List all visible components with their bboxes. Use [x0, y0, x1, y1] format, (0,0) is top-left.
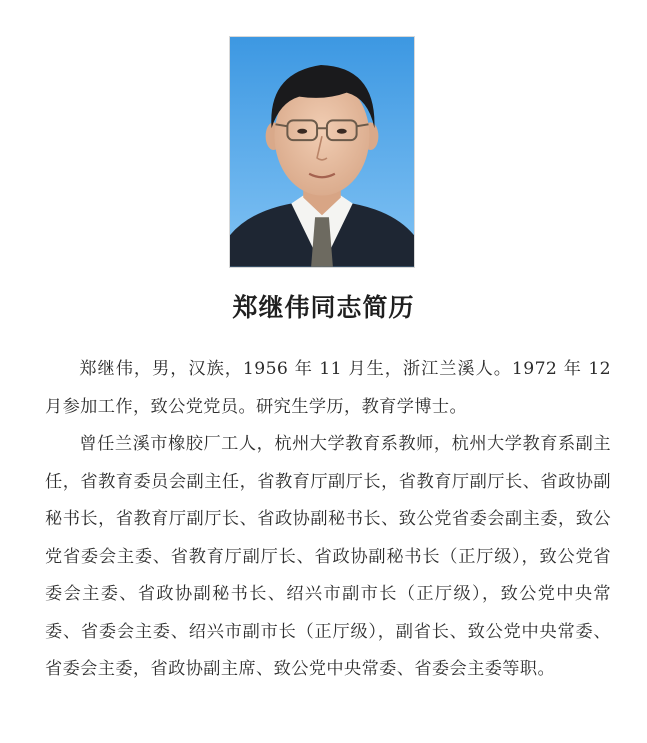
left-eye — [297, 129, 307, 134]
portrait-illustration — [230, 37, 414, 267]
portrait-photo — [229, 36, 415, 268]
page-title: 郑继伟同志简历 — [232, 293, 415, 322]
bio-paragraph-career: 曾任兰溪市橡胶厂工人，杭州大学教育系教师，杭州大学教育系副主任，省教育委员会副主任，省教育厅副厅长，省教育厅副厅长、省政协副秘书长，省教育厅副厅长、省政协副秘书长、致公党省委会副主委，致公党省委会主委、省教育厅副厅长、省政协副秘书长（正厅级），致公党省委会主委、省政协副秘书长、绍兴市副市长（正厅级），致公党中央常委、省委会主委、绍兴市副市长（正厅级），副省长、致公党中央常委、省委会主委，省政协副主席、致公党中央常委、省委会主委等职。 — [45, 434, 611, 679]
right-eye — [337, 129, 347, 134]
bio-paragraph-basic: 郑继伟，男，汉族，1956 年 11 月生，浙江兰溪人。1972 年 12 月参加工作，致公党党员。研究生学历，教育学博士。 — [45, 359, 611, 417]
